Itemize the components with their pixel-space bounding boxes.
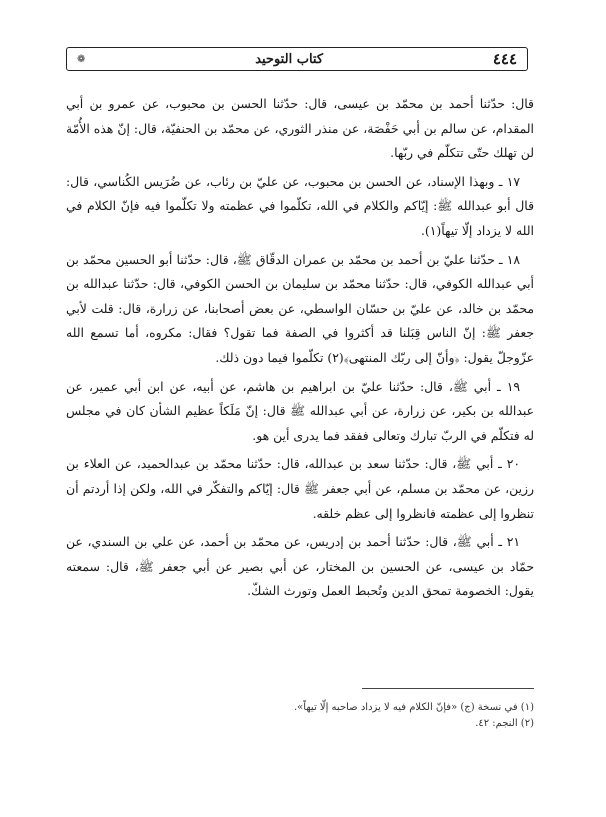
- book-title: كتاب التوحيد: [255, 51, 324, 67]
- hadith-19: ١٩ ـ أبي ﷺ، قال: حدّثنا عليّ بن ابراهيم بن هاشم، عن أبيه، عن ابن أبي عمير، عن عبدالله بن بكير، عن زرارة، عن أبي عبدالله ﷺ قال: إنّ مَلَكاً عظيم الشأن كان في مجلس له فتكلّم في الربّ تبارك وتعالى ففقد فما يدرى أين هو.: [66, 378, 534, 443]
- footnote: (٢) النجم: ٤٢.: [475, 718, 534, 729]
- page-number: ٤٤٤: [492, 50, 517, 68]
- hadith-18: ١٨ ـ حدّثنا عليّ بن أحمد بن محمّد بن عمران الدقّاق ﷺ، قال: حدّثنا أبو الحسين محمّد بن أبي عبدالله الكوفي، قال: حدّثنا محمّد بن سليمان بن الحسن الكوفي، قال: حدّثنا عبدالله بن محمّد بن خالد، عن عليّ بن حسّان الواسطي، عن بعض أصحابنا، عن زرارة، قال: قلت لأبي جعفر ﷺ: إنّ الناس قِبَلنا قد أكثروا في الصفة فما تقول؟ فقال: مكروه، أما تسمع الله عزّوجلّ يقول: ﴿وأنّ إلى ربّك المنتهى﴾(٢) تكلّموا فيما دون ذلك.: [66, 251, 534, 365]
- footnote: (١) في نسخة (ج) «فإنّ الكلام فيه لا يزداد صاحبه إلّا تيهاً».: [293, 702, 534, 713]
- hadith-17: ١٧ ـ وبهذا الإسناد، عن الحسن بن محبوب، عن عليّ بن رئاب، عن ضُرَيس الكُناسي، قال: قال أبو عبدالله ﷺ: إيّاكم والكلام في الله، تكلّموا في عظمته ولا تكلّموا فيه فإنّ الكلام في الله لا يزداد إلّا تيهاً(١).: [66, 173, 534, 238]
- page-header: [66, 47, 528, 71]
- hadith-21: ٢١ ـ أبي ﷺ، قال: حدّثنا أحمد بن إدريس، عن محمّد بن أحمد، عن علي بن السندي، عن حمّاد بن عيسى، عن الحسين بن المختار، عن أبي بصير عن أبي جعفر ﷺ، قال: سمعته يقول: الخصومة تمحق الدين وتُحبط العمل وتورث الشكّ.: [66, 534, 534, 599]
- main-text: [66, 92, 534, 608]
- paragraph: قال: حدّثنا أحمد بن محمّد بن عيسى، قال: حدّثنا الحسن بن محبوب، عن عمرو بن أبي المقدام، عن سالم بن أبي حَفْصَة، عن منذر الثوري، عن محمّد بن الحنفيّة، قال: إنّ هذه الأُمّة لن تهلك حتّى تتكلّم في ربّها.: [66, 96, 534, 161]
- footnote-divider: [362, 688, 534, 689]
- hadith-20: ٢٠ ـ أبي ﷺ، قال: حدّثنا سعد بن عبدالله، قال: حدّثنا محمّد بن عبدالحميد، عن العلاء بن رزين، عن محمّد بن مسلم، عن أبي جعفر ﷺ قال: إيّاكم والتفكّر في الله، ولكن إذا أردتم أن تنظروا إلى عظمته فانظروا إلى عظم خلقه.: [66, 456, 534, 521]
- ornament-icon: ❁: [77, 53, 86, 65]
- footnotes: [66, 700, 534, 732]
